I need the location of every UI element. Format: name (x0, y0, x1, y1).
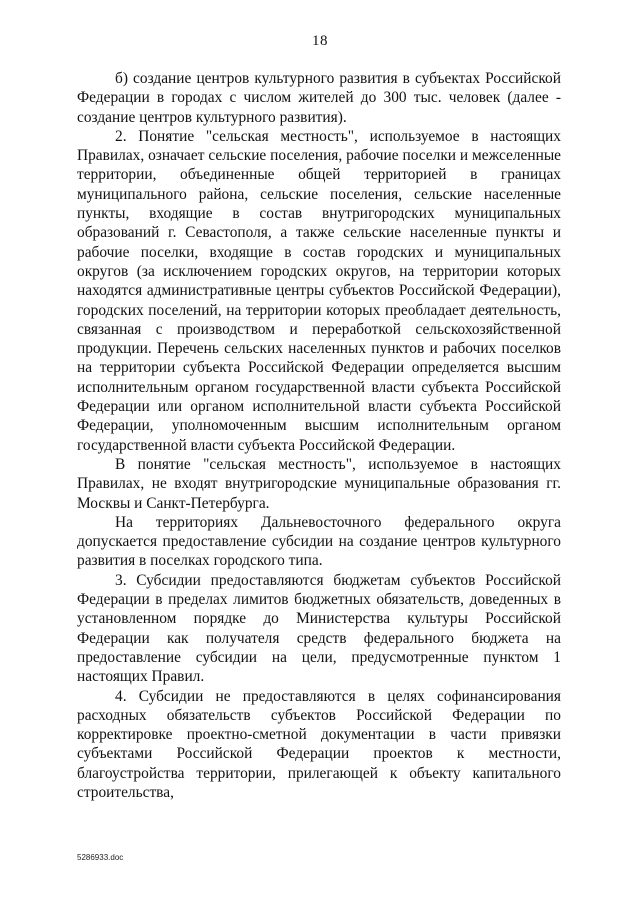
document-body (77, 69, 561, 802)
page-number: 18 (312, 33, 328, 49)
paragraph-4-subsidy-exclusions: 4. Субсидии не предоставляются в целях софинансирования расходных обязательств субъектов Российской Федерации по корректировке проектно-сметной документации в части привязки субъектами Российской Федерации проектов к местности, благоустройства территории, прилегающей к объекту капитального строительства, (77, 687, 561, 801)
paragraph-far-east-district: На территориях Дальневосточного федерального округа допускается предоставление субсидии на создание центров культурного развития в поселках городского типа. (77, 513, 561, 570)
paragraph-rural-area-exclusions: В понятие "сельская местность", используемое в настоящих Правилах, не входят внутригородские муниципальные образования гг. Москвы и Санкт-Петербурга. (77, 455, 561, 512)
paragraph-2-rural-area-definition: 2. Понятие "сельская местность", используемое в настоящих Правилах, означает сельские поселения, рабочие поселки и межселенные территории, объединенные общей территорией в границах муниципального района, сельские поселения, сельские населенные пункты, входящие в состав внутригородских муниципальных образований г. Севастополя, а также сельские населенные пункты и рабочие поселки, входящие в состав городских и муниципальных округов (за исключением городских округов, на территории которых находятся административные центры субъектов Российской Федерации), городских поселений, на территории которых преобладает деятельность, связанная с производством и переработкой сельскохозяйственной продукции. Перечень сельских населенных пунктов и рабочих поселков на территории субъекта Российской Федерации определяется высшим исполнительным органом государственной власти субъекта Российской Федерации или органом исполнительной власти субъекта Российской Федерации, уполномоченным высшим исполнительным органом государственной власти субъекта Российской Федерации. (77, 127, 561, 454)
paragraph-3-subsidy-provision: 3. Субсидии предоставляются бюджетам субъектов Российской Федерации в пределах лимитов бюджетных обязательств, доведенных в установленном порядке до Министерства культуры Российской Федерации как получателя средств федерального бюджета на предоставление субсидии на цели, предусмотренные пунктом 1 настоящих Правил. (77, 571, 561, 686)
footer-filename: 5286933.doc (77, 853, 124, 862)
paragraph-b-cultural-centers: б) создание центров культурного развития в субъектах Российской Федерации в городах с числом жителей до 300 тыс. человек (далее - создание центров культурного развития). (77, 70, 561, 126)
